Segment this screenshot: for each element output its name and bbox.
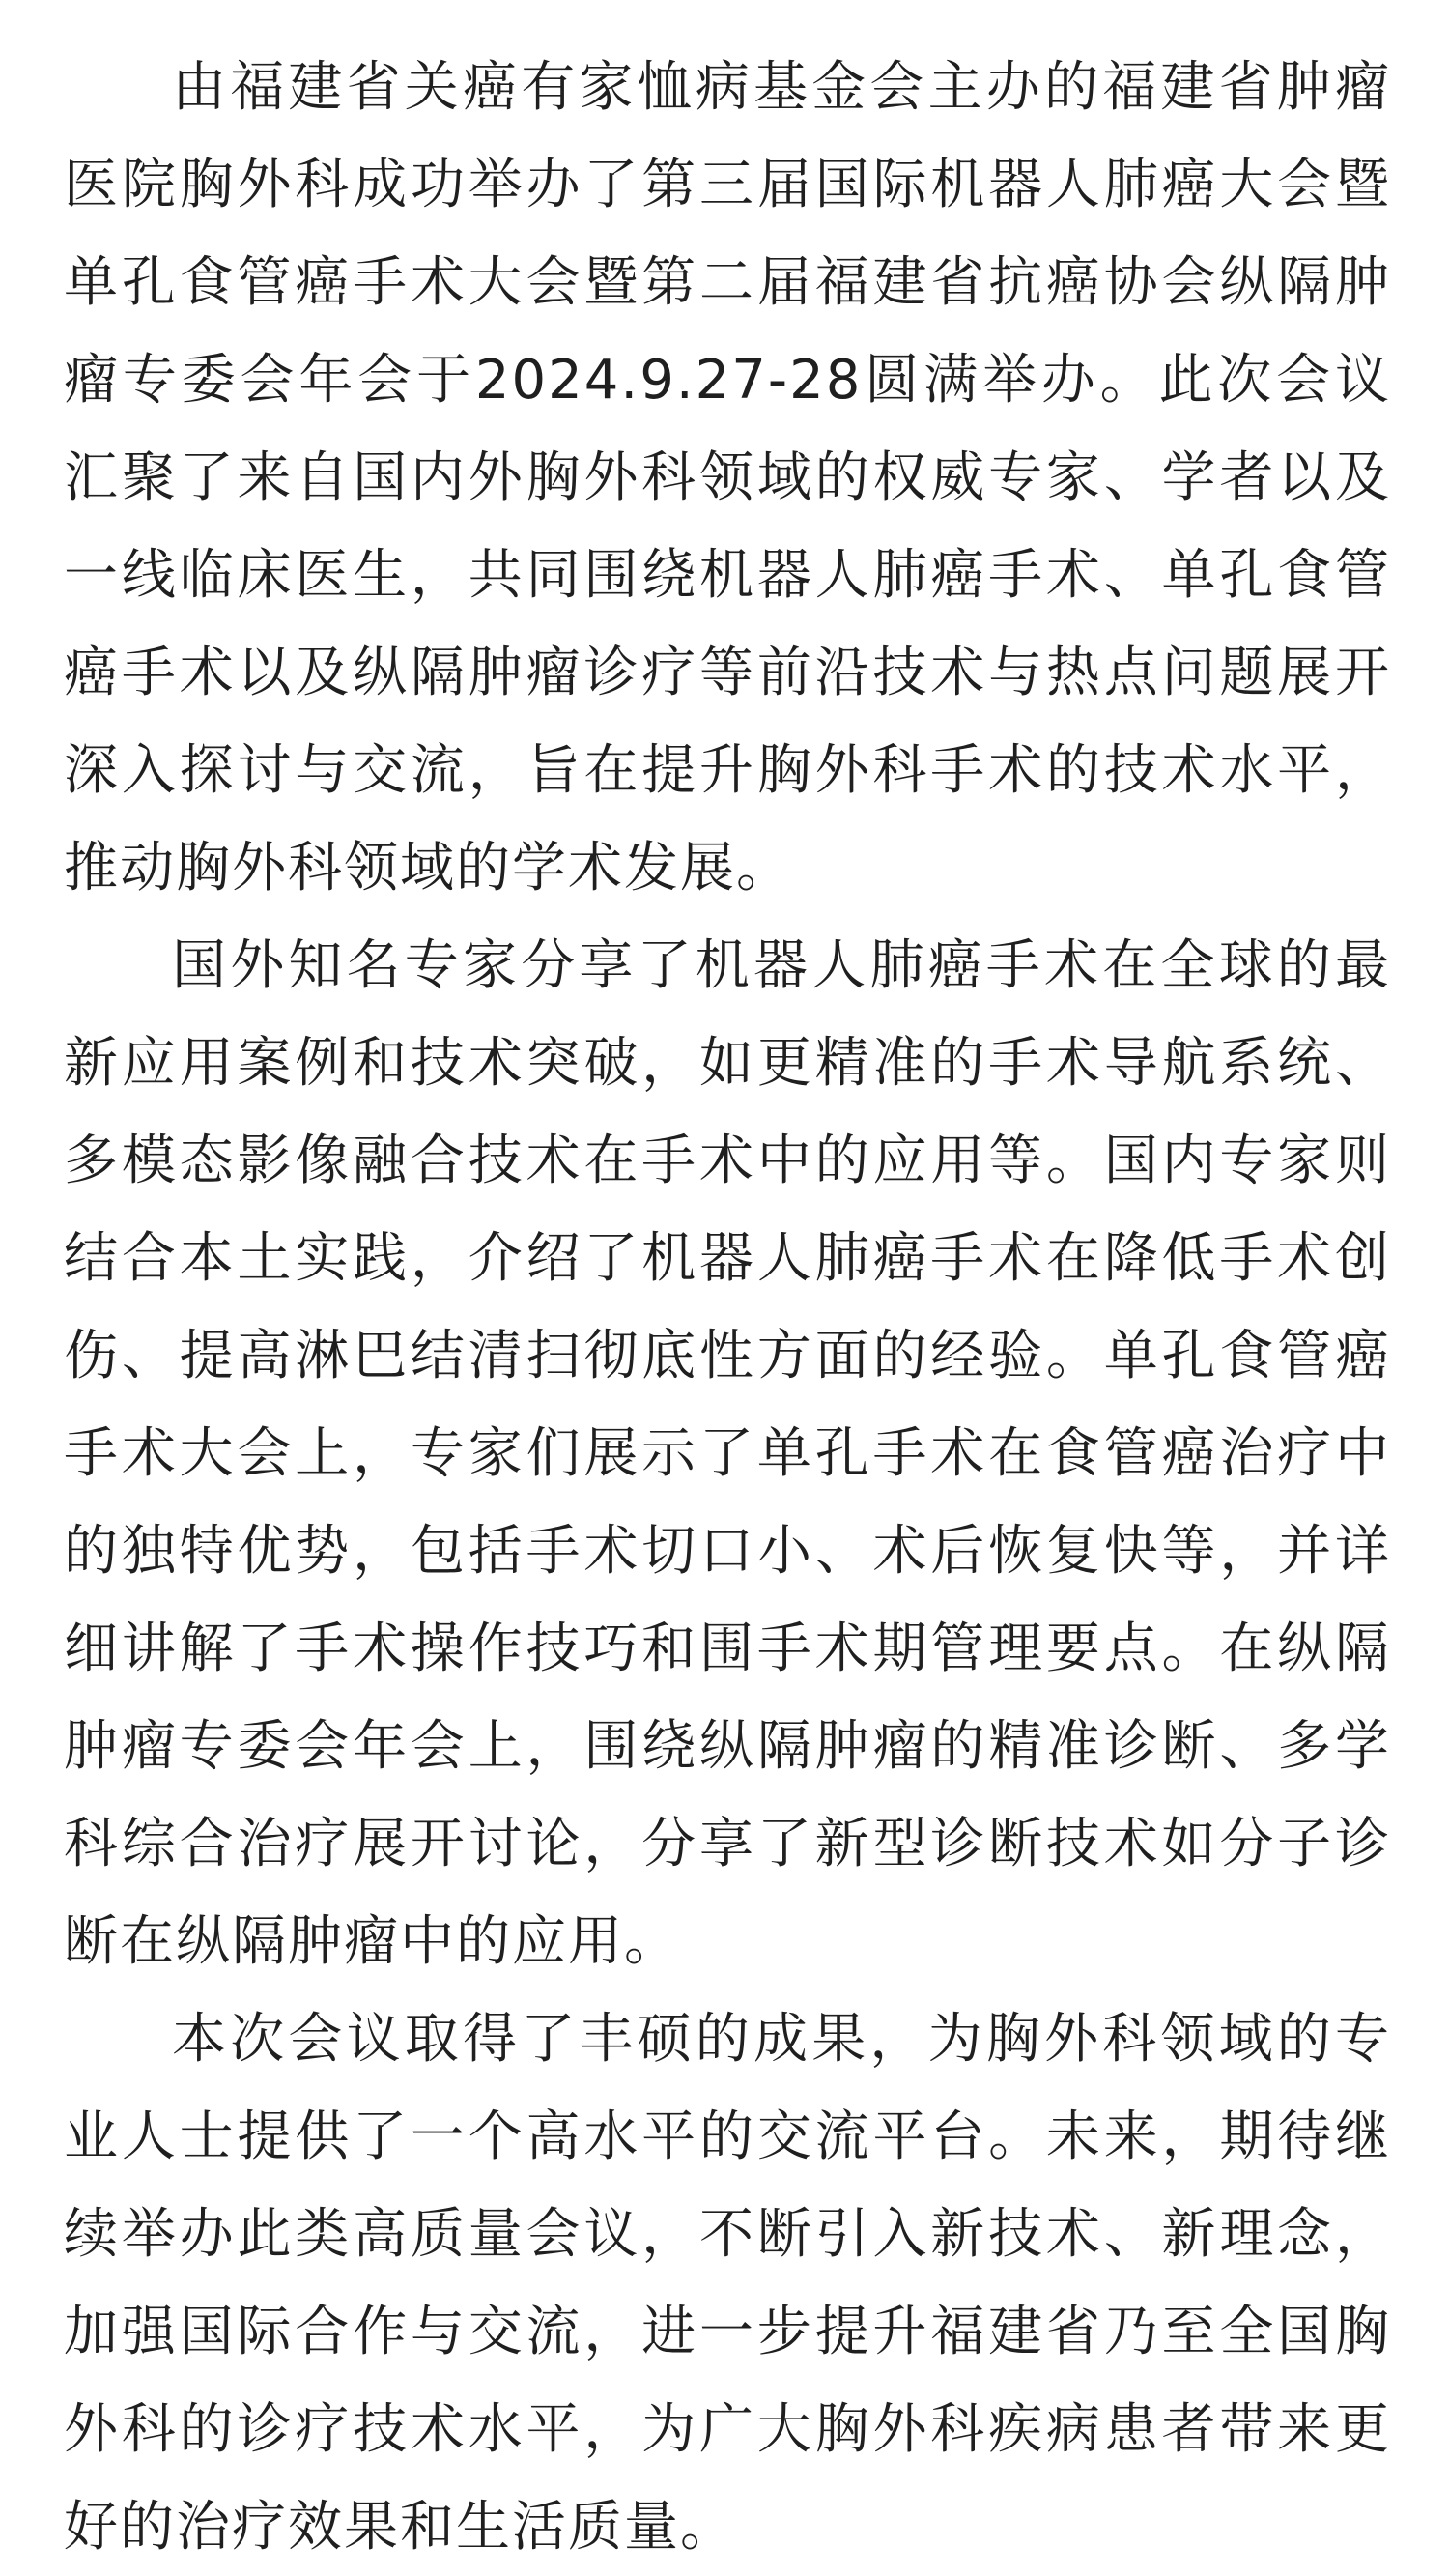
- paragraph-conclusion: 本次会议取得了丰硕的成果，为胸外科领域的专业人士提供了一个高水平的交流平台。未来，期待继续举办此类高质量会议，不断引入新技术、新理念，加强国际合作与交流，进一步提升福建省乃至全国胸外科的诊疗技术水平，为广大胸外科疾病患者带来更好的治疗效果和生活质量。: [64, 2008, 1391, 2559]
- article-body: [64, 39, 1391, 2576]
- paragraph-expert-sharing: 国外知名专家分享了机器人肺癌手术在全球的最新应用案例和技术突破，如更精准的手术导航系统、多模态影像融合技术在手术中的应用等。国内专家则结合本土实践，介绍了机器人肺癌手术在降低手术创伤、提高淋巴结清扫彻底性方面的经验。单孔食管癌手术大会上，专家们展示了单孔手术在食管癌治疗中的独特优势，包括手术切口小、术后恢复快等，并详细讲解了手术操作技巧和围手术期管理要点。在纵隔肿瘤专委会年会上，围绕纵隔肿瘤的精准诊断、多学科综合治疗展开讨论，分享了新型诊断技术如分子诊断在纵隔肿瘤中的应用。: [64, 934, 1391, 1973]
- paragraph-intro: 由福建省关癌有家恤病基金会主办的福建省肿瘤医院胸外科成功举办了第三届国际机器人肺癌大会暨单孔食管癌手术大会暨第二届福建省抗癌协会纵隔肿瘤专委会年会于2024.9.27-28圆满举办。此次会议汇聚了来自国内外胸外科领域的权威专家、学者以及一线临床医生，共同围绕机器人肺癌手术、单孔食管癌手术以及纵隔肿瘤诊疗等前沿技术与热点问题展开深入探讨与交流，旨在提升胸外科手术的技术水平，推动胸外科领域的学术发展。: [64, 56, 1391, 900]
